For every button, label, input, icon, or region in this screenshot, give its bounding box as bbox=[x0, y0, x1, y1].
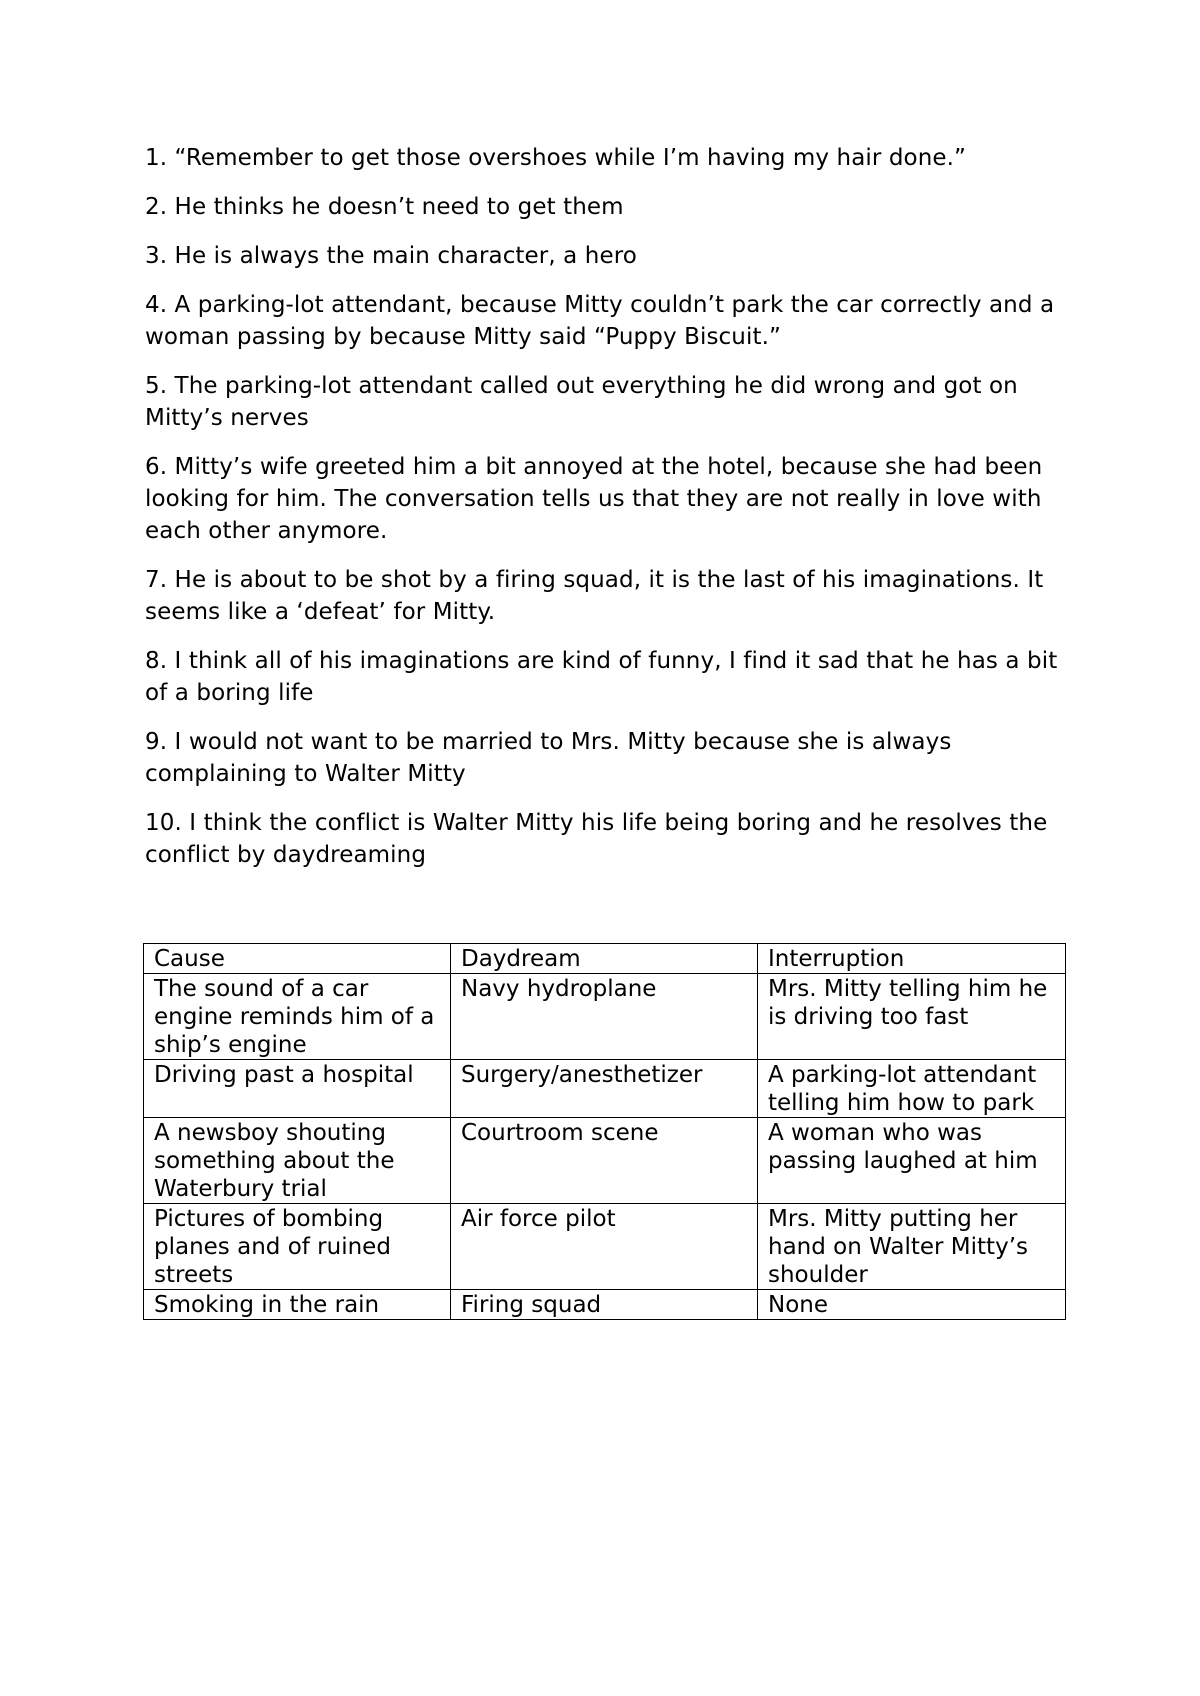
cell-daydream: Surgery/anesthetizer bbox=[451, 1060, 758, 1118]
answer-8: 8. I think all of his imaginations are kind of funny, I find it sad that he has a bit of a boring life bbox=[145, 648, 1058, 706]
answer-3: 3. He is always the main character, a hero bbox=[145, 243, 637, 269]
answer-10: 10. I think the conflict is Walter Mitty his life being boring and he resolves the conflict by daydreaming bbox=[145, 810, 1048, 868]
table-row bbox=[144, 974, 1066, 1060]
answer-5: 5. The parking-lot attendant called out everything he did wrong and got on Mitty’s nerves bbox=[145, 373, 1018, 431]
answer-1: 1. “Remember to get those overshoes while I’m having my hair done.” bbox=[145, 145, 967, 171]
cell-cause: Smoking in the rain bbox=[144, 1290, 451, 1320]
answer-4: 4. A parking-lot attendant, because Mitty couldn’t park the car correctly and a woman passing by because Mitty said “Puppy Biscuit.” bbox=[145, 292, 1055, 350]
cell-daydream: Courtroom scene bbox=[451, 1118, 758, 1204]
cell-interruption: Mrs. Mitty putting her hand on Walter Mitty’s shoulder bbox=[758, 1204, 1066, 1290]
cell-daydream: Navy hydroplane bbox=[451, 974, 758, 1060]
table-row bbox=[144, 1290, 1066, 1320]
table-row bbox=[144, 1204, 1066, 1290]
daydream-table-container bbox=[143, 943, 1066, 1320]
cell-interruption: Mrs. Mitty telling him he is driving too fast bbox=[758, 974, 1066, 1060]
daydream-table bbox=[143, 943, 1066, 1320]
cell-daydream: Firing squad bbox=[451, 1290, 758, 1320]
header-cause: Cause bbox=[144, 944, 451, 974]
cell-cause: Driving past a hospital bbox=[144, 1060, 451, 1118]
answer-list bbox=[145, 142, 1075, 888]
cell-cause: The sound of a car engine reminds him of a ship’s engine bbox=[144, 974, 451, 1060]
cell-interruption: None bbox=[758, 1290, 1066, 1320]
cell-interruption: A woman who was passing laughed at him bbox=[758, 1118, 1066, 1204]
cell-cause: A newsboy shouting something about the Waterbury trial bbox=[144, 1118, 451, 1204]
table-header-row bbox=[144, 944, 1066, 974]
header-interruption: Interruption bbox=[758, 944, 1066, 974]
answer-7: 7. He is about to be shot by a firing squad, it is the last of his imaginations. It seems like a ‘defeat’ for Mitty. bbox=[145, 567, 1044, 625]
header-daydream: Daydream bbox=[451, 944, 758, 974]
cell-daydream: Air force pilot bbox=[451, 1204, 758, 1290]
answer-9: 9. I would not want to be married to Mrs. Mitty because she is always complaining to Walter Mitty bbox=[145, 729, 952, 787]
table-row bbox=[144, 1060, 1066, 1118]
answer-2: 2. He thinks he doesn’t need to get them bbox=[145, 194, 624, 220]
answer-6: 6. Mitty’s wife greeted him a bit annoyed at the hotel, because she had been looking for him. The conversation tells us that they are not really in love with each other anymore. bbox=[145, 454, 1043, 544]
cell-interruption: A parking-lot attendant telling him how to park bbox=[758, 1060, 1066, 1118]
table-row bbox=[144, 1118, 1066, 1204]
cell-cause: Pictures of bombing planes and of ruined streets bbox=[144, 1204, 451, 1290]
